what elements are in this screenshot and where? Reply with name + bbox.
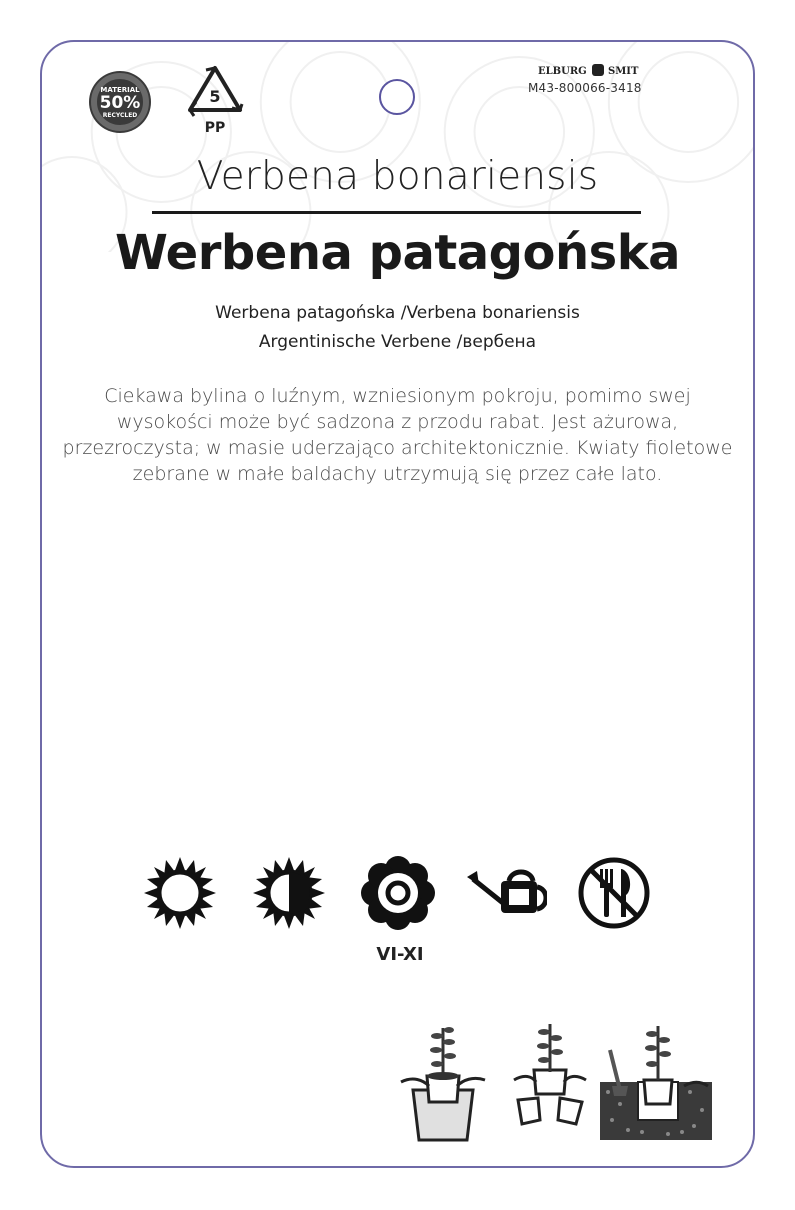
latin-name: Verbena bonariensis: [196, 154, 599, 199]
flowering-period: VI-XI: [376, 944, 424, 965]
product-code: M43-800066-3418: [528, 81, 642, 95]
svg-text:5: 5: [209, 87, 221, 106]
flower-icon: [360, 855, 436, 931]
subtitle-line-2: Argentinische Verbene /вербена: [258, 332, 537, 352]
full-sun-icon: [142, 855, 218, 931]
watering-can-icon: [465, 855, 547, 931]
title-divider: [152, 211, 641, 214]
svg-text:ELBURG: ELBURG: [538, 66, 587, 77]
svg-text:50%: 50%: [99, 93, 141, 113]
label-card: [40, 40, 755, 1168]
remove-pot-step-icon: [395, 1020, 491, 1145]
half-shade-icon: [251, 855, 327, 931]
svg-text:RECYCLED: RECYCLED: [102, 112, 138, 119]
plant-in-soil-step-icon: [598, 1020, 714, 1145]
svg-text:SMIT: SMIT: [608, 66, 639, 77]
loosen-roots-step-icon: [510, 1020, 590, 1145]
brand-logo: [520, 62, 660, 78]
svg-text:PP: PP: [204, 120, 226, 136]
not-edible-icon: [576, 855, 652, 931]
subtitle-line-1: Werbena patagońska /Verbena bonariensis: [215, 303, 580, 323]
recycle-pp-icon: [184, 64, 246, 136]
hanging-hole: [379, 79, 415, 115]
svg-text:MATERIAL: MATERIAL: [100, 86, 140, 94]
recycled-material-badge-icon: [88, 70, 152, 134]
description: Ciekawa bylina o luźnym, wzniesionym pokroju, pomimo swej wysokości może być sadzona z przodu rabat. Jest ażurowa, przezroczysta; w masie uderzająco architektonicznie. Kwiaty fioletowe zebrane w małe baldachy utrzymują się przez całe lato.: [62, 385, 733, 485]
polish-name: Werbena patagońska: [114, 225, 681, 281]
